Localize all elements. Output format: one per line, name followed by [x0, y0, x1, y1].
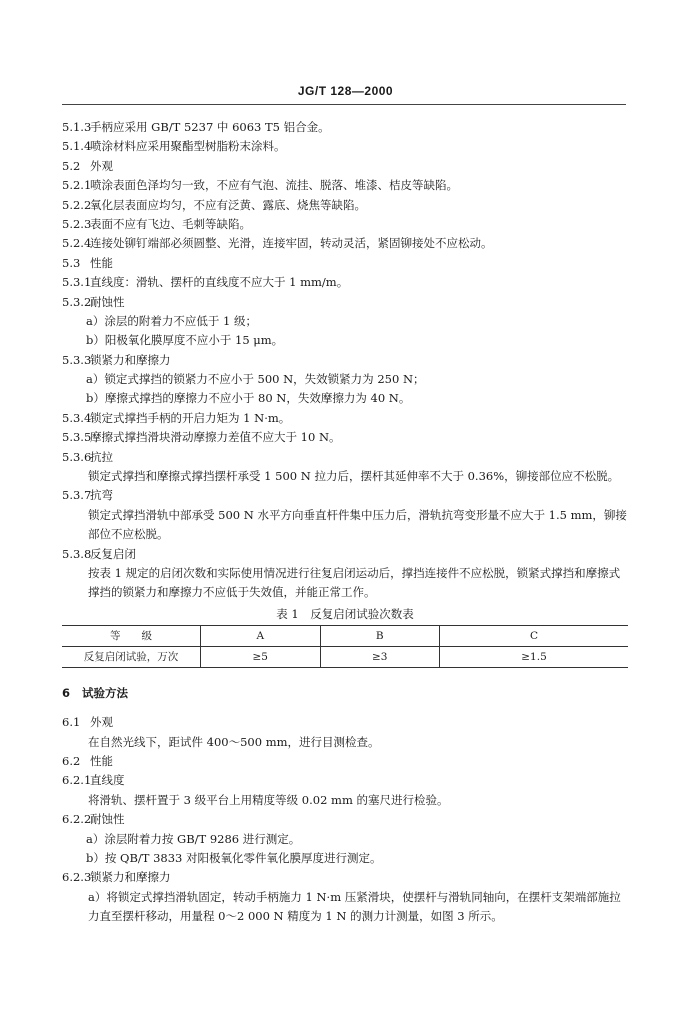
paragraph-6-2-1: 将滑轨、摆杆置于 3 级平台上用精度等级 0.02 mm 的塞尺进行检验。 — [88, 792, 449, 807]
section-6-heading — [62, 684, 628, 703]
paragraph-6-1: 在自然光线下，距试件 400～500 mm，进行目测检查。 — [88, 734, 380, 749]
clause-text: b）摩擦式撑挡的摩擦力不应小于 80 N，失效摩擦力为 40 N。 — [86, 391, 411, 406]
clause-line — [62, 273, 628, 292]
clause-line — [62, 157, 628, 176]
clause-title: 抗弯 — [90, 488, 113, 503]
clause-number: 5.3.4 — [62, 410, 92, 425]
clause-line — [62, 196, 628, 215]
clause-text: 外观 — [90, 158, 113, 173]
clause-number: 6.1 — [62, 715, 81, 730]
clause-6-1 — [62, 713, 628, 732]
clause-number: 6.2 — [62, 754, 81, 769]
clause-text: 性能 — [90, 255, 113, 270]
clause-number: 5.2.3 — [62, 216, 92, 231]
clause-title: 耐蚀性 — [90, 812, 125, 827]
clause-number: 5.3.5 — [62, 430, 92, 445]
clause-line — [62, 118, 628, 137]
paragraph-5-3-7: 锁定式撑挡滑轨中部承受 500 N 水平方向垂直杆件集中压力后，滑轨抗弯变形量不应大于 1.5 mm，铆接部位不应松脱。 — [88, 507, 627, 542]
clause-6-2-2 — [62, 810, 628, 829]
clause-line — [62, 137, 628, 156]
clause-list — [62, 118, 628, 467]
clause-text: 喷涂材料应采用聚酯型树脂粉末涂料。 — [90, 139, 286, 154]
clause-item — [62, 331, 628, 350]
clause-title: 反复启闭 — [90, 546, 136, 561]
cycle-table — [62, 625, 628, 668]
clause-line — [62, 428, 628, 447]
table-header-cell: C — [440, 625, 629, 646]
clause-line — [62, 409, 628, 428]
table-header-cell: B — [320, 625, 440, 646]
clause-line — [62, 215, 628, 234]
clause-title: 性能 — [90, 754, 113, 769]
spacer — [62, 703, 628, 713]
clause-line — [62, 254, 628, 273]
paragraph-5-3-8: 按表 1 规定的启闭次数和实际使用情况进行往复启闭运动后，撑挡连接件不应松脱，锁紧式撑挡和摩擦式撑挡的锁紧力和摩擦力不应低于失效值，并能正常工作。 — [88, 566, 621, 600]
clause-item — [62, 389, 628, 408]
clause-item — [62, 370, 628, 389]
clause-text: 手柄应采用 GB/T 5237 中 6063 T5 铝合金。 — [90, 120, 330, 134]
clause-6-2-3 — [62, 868, 628, 887]
clause-line — [62, 293, 628, 312]
table-header-cell: 等 级 — [62, 625, 201, 646]
clause-text: 摩擦式撑挡滑块滑动摩擦力差值不应大于 10 N。 — [90, 430, 341, 445]
clause-number: 5.3.7 — [62, 488, 92, 503]
document-body — [62, 118, 628, 927]
clause-number: 5.3.1 — [62, 275, 92, 290]
clause-text: a）涂层的附着力不应低于 1 级； — [86, 313, 257, 328]
clause-text: a）锁定式撑挡的锁紧力不应小于 500 N，失效锁紧力为 250 N； — [86, 372, 425, 387]
clause-number: 5.1.4 — [62, 139, 92, 154]
clause-text: 连接处铆钉端部必须圆整、光滑，连接牢固，转动灵活，紧固铆接处不应松动。 — [90, 236, 493, 251]
clause-text: 氧化层表面应均匀，不应有泛黄、露底、烧焦等缺陷。 — [90, 197, 366, 212]
clause-title: 直线度 — [90, 773, 125, 788]
clause-number: 5.2.2 — [62, 197, 92, 212]
table-cell: ≥3 — [320, 646, 440, 667]
clause-line — [62, 351, 628, 370]
paragraph-6-2-3: a）将锁定式撑挡滑轨固定，转动手柄施力 1 N·m 压紧滑块，使摆杆与滑轨同轴向，在摆杆支架端部施拉力直至摆杆移动，用量程 0～2 000 N 精度为 1 N 的测力计测量，如图 3 所示。 — [88, 889, 621, 924]
clause-text: 锁定式撑挡手柄的开启力矩为 1 N·m。 — [90, 410, 291, 425]
spacer — [62, 668, 628, 684]
clause-number: 5.1.3 — [62, 120, 92, 134]
page-header: JG/T 128—2000 — [297, 84, 394, 98]
clause-line — [62, 448, 628, 467]
table-cell: ≥5 — [201, 646, 321, 667]
clause-number: 6.2.2 — [62, 812, 92, 827]
clause-title: 锁紧力和摩擦力 — [90, 870, 171, 885]
clause-text: 直线度：滑轨、摆杆的直线度不应大于 1 mm/m。 — [90, 275, 349, 290]
clause-6-2 — [62, 752, 628, 771]
clause-5-3-7 — [62, 486, 628, 505]
clause-text: 喷涂表面色泽均匀一致，不应有气泡、流挂、脱落、堆漆、桔皮等缺陷。 — [90, 178, 458, 193]
clause-number: 6 — [62, 685, 71, 700]
clause-title: 外观 — [90, 715, 113, 730]
clause-line — [62, 176, 628, 195]
clause-text: 表面不应有飞边、毛刺等缺陷。 — [90, 216, 251, 231]
clause-6-2-1 — [62, 771, 628, 790]
clause-item — [62, 312, 628, 331]
clause-number: 5.3.3 — [62, 352, 92, 367]
clause-text: 抗拉 — [90, 449, 113, 464]
clause-number: 5.2.1 — [62, 178, 92, 193]
item-6-2-2-a: a）涂层附着力按 GB/T 9286 进行测定。 — [86, 831, 301, 846]
clause-title: 试验方法 — [82, 685, 128, 700]
clause-number: 5.3.2 — [62, 294, 92, 309]
clause-text: b）阳极氧化膜厚度不应小于 15 μm。 — [86, 333, 284, 348]
clause-number: 5.3 — [62, 255, 81, 270]
table-header-cell: A — [201, 625, 321, 646]
clause-number: 5.3.8 — [62, 546, 92, 561]
table-cell: ≥1.5 — [440, 646, 629, 667]
table-cell: 反复启闭试验，万次 — [62, 646, 201, 667]
table-header-row — [62, 625, 628, 646]
clause-number: 5.2.4 — [62, 236, 92, 251]
paragraph-5-3-6: 锁定式撑挡和摩擦式撑挡摆杆承受 1 500 N 拉力后，摆杆其延伸率不大于 0.36%，铆接部位应不松脱。 — [88, 469, 620, 484]
clause-number: 6.2.1 — [62, 773, 92, 788]
table-row — [62, 646, 628, 667]
clause-number: 5.2 — [62, 158, 81, 173]
clause-line — [62, 234, 628, 253]
table-caption: 表 1 反复启闭试验次数表 — [276, 606, 414, 621]
item-6-2-2-b: b）按 QB/T 3833 对阳极氧化零件氧化膜厚度进行测定。 — [86, 851, 382, 865]
clause-number: 5.3.6 — [62, 449, 92, 464]
clause-number: 6.2.3 — [62, 870, 92, 885]
clause-5-3-8 — [62, 545, 628, 564]
header-rule — [62, 104, 626, 105]
clause-text: 耐蚀性 — [90, 294, 125, 309]
clause-text: 锁紧力和摩擦力 — [90, 352, 171, 367]
